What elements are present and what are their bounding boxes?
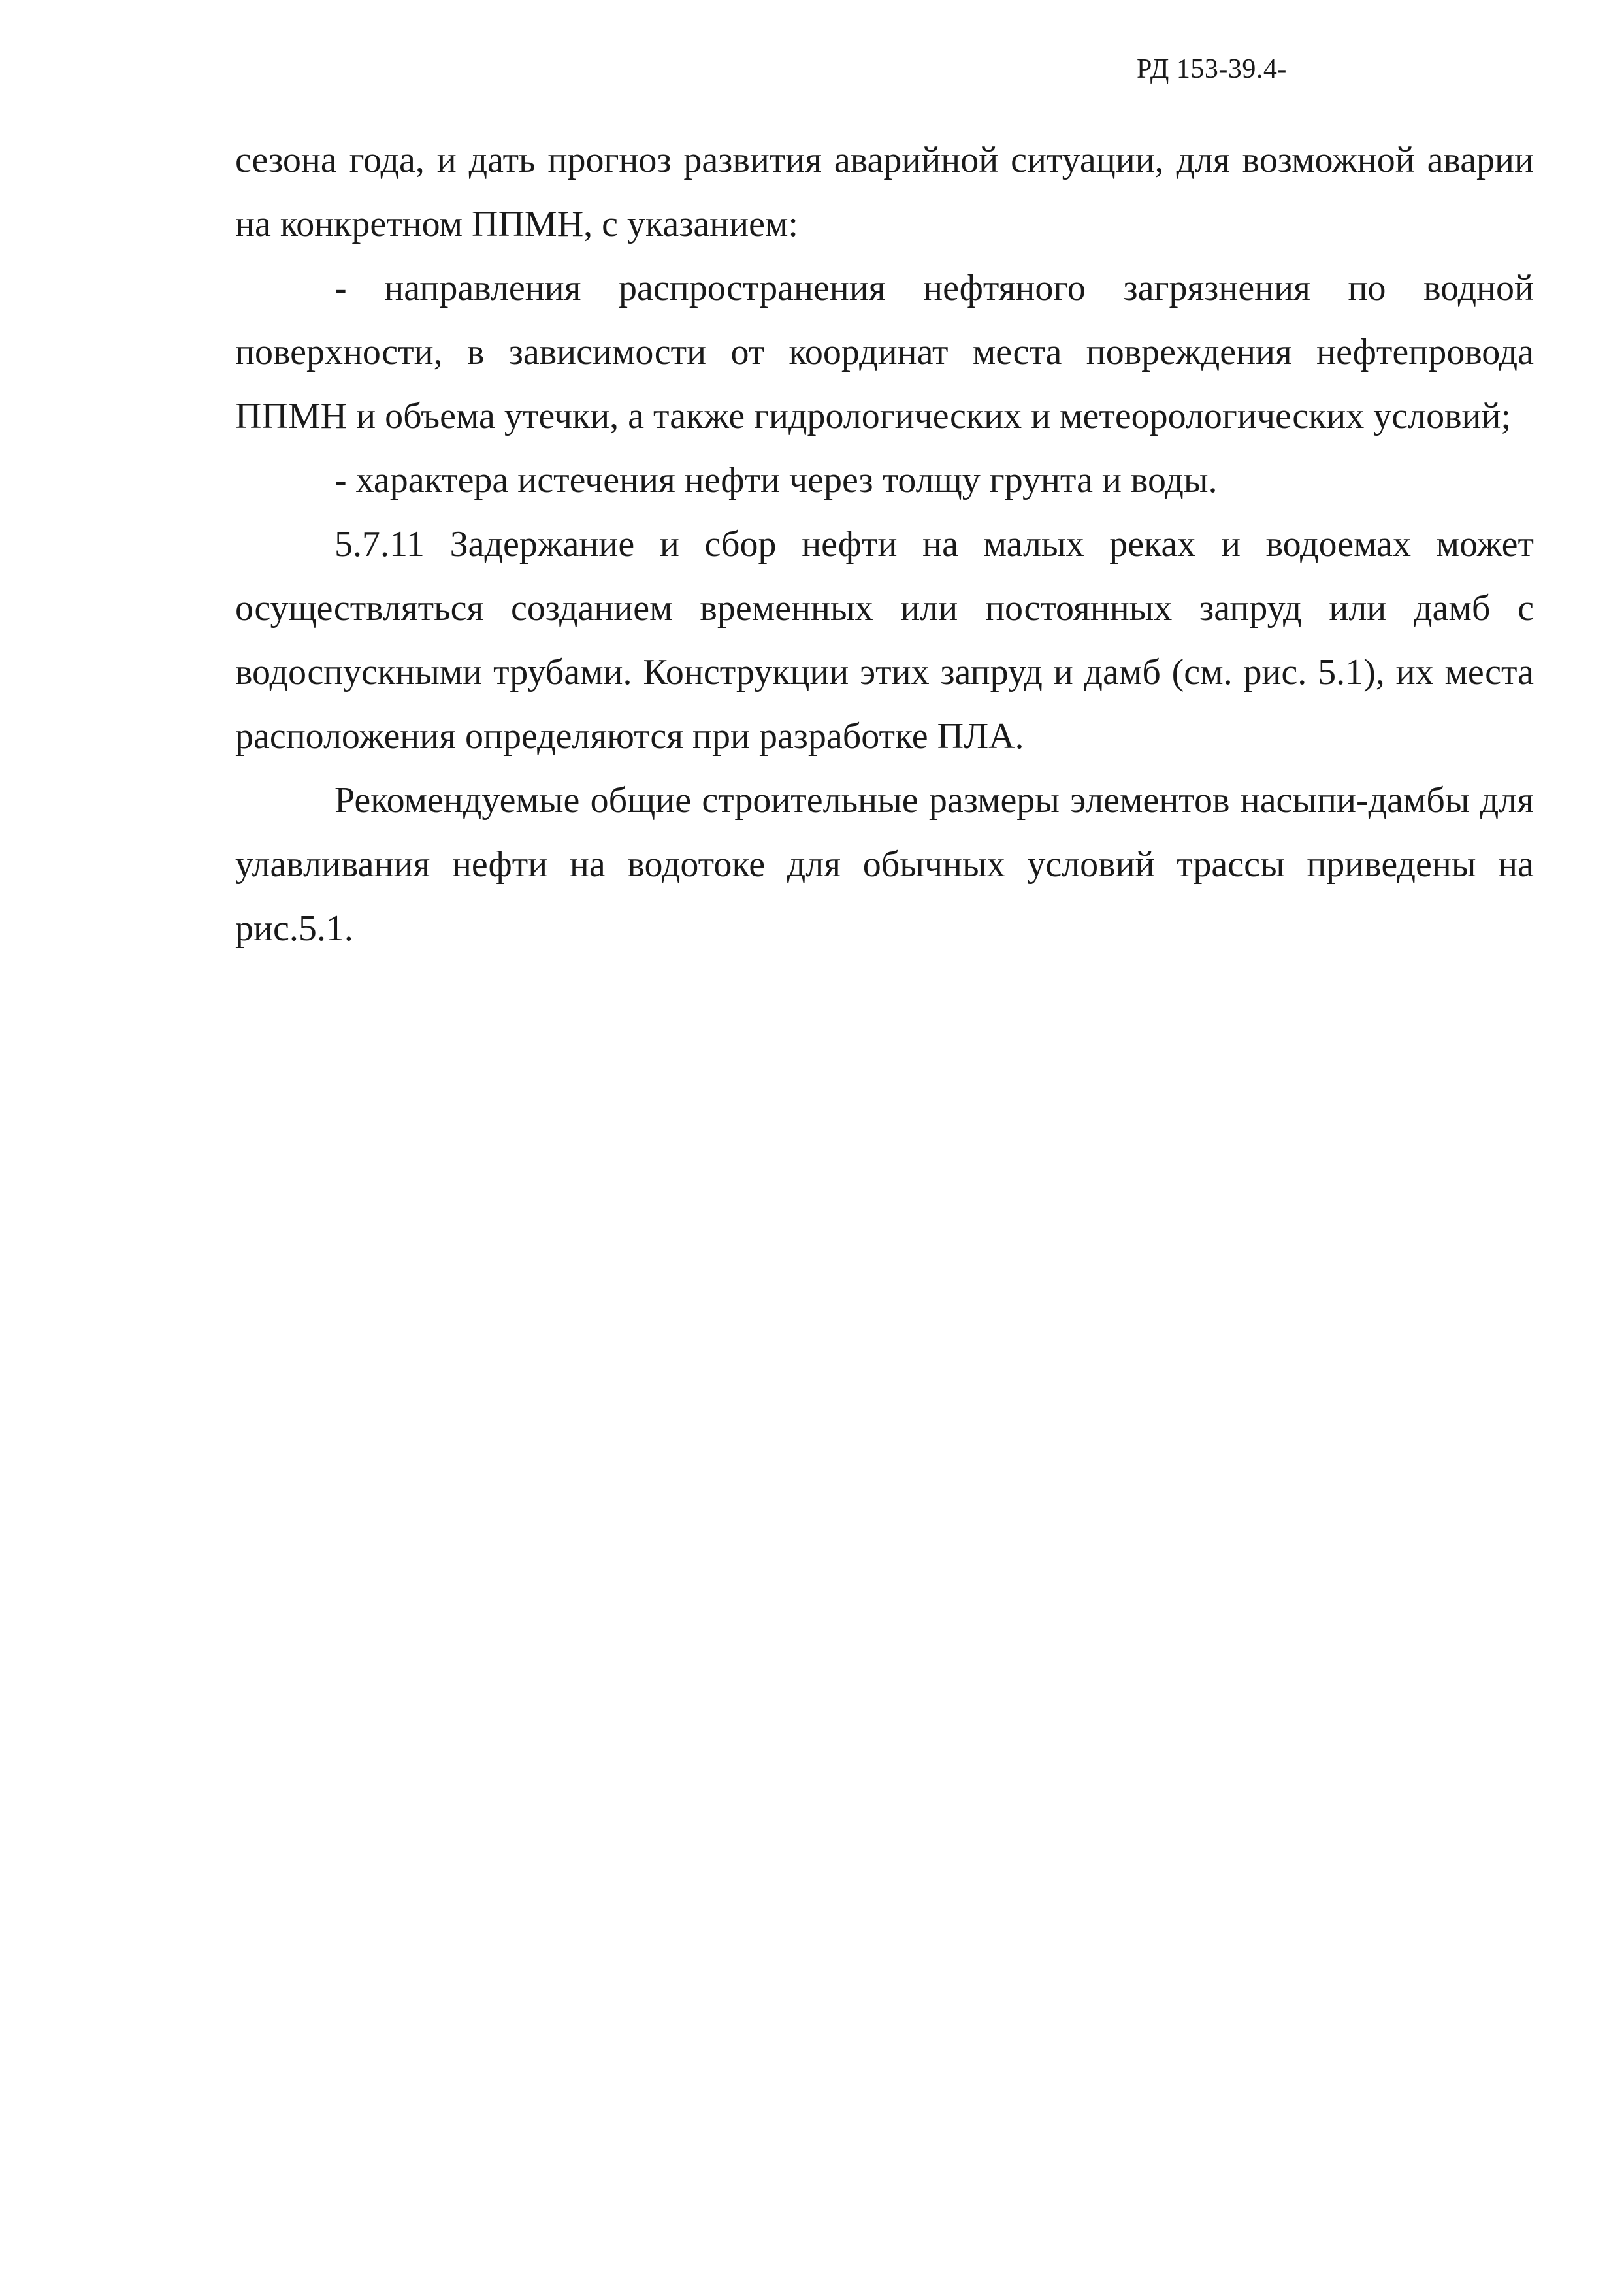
- paragraph-recommended-sizes: Рекомендуемые общие строительные размеры элементов насыпи-дамбы для улавливания нефти на водотоке для обычных условий трассы приведены на рис.5.1.: [235, 780, 1534, 949]
- paragraph-bullet-direction: - направления распространения нефтяного загрязнения по водной поверхности, в зависимости от координат места повреждения нефтепровода ППМН и объема утечки, а также гидрологических и метеорологических условий;: [235, 268, 1534, 436]
- paragraph-bullet-outflow: - характера истечения нефти через толщу грунта и воды.: [334, 460, 1218, 500]
- paragraph-continuation: сезона года, и дать прогноз развития аварийной ситуации, для возможной аварии на конкретном ППМН, с указанием:: [235, 140, 1534, 244]
- paragraph-5-7-11: 5.7.11 Задержание и сбор нефти на малых реках и водоемах может осуществляться созданием временных или постоянных запруд или дамб с водоспускными трубами. Конструкции этих запруд и дамб (см. рис. 5.1), их места расположения определяются при разработке ПЛА.: [235, 524, 1534, 757]
- document-code-header: РД 153-39.4-: [1137, 54, 1287, 84]
- document-body: [235, 128, 1534, 960]
